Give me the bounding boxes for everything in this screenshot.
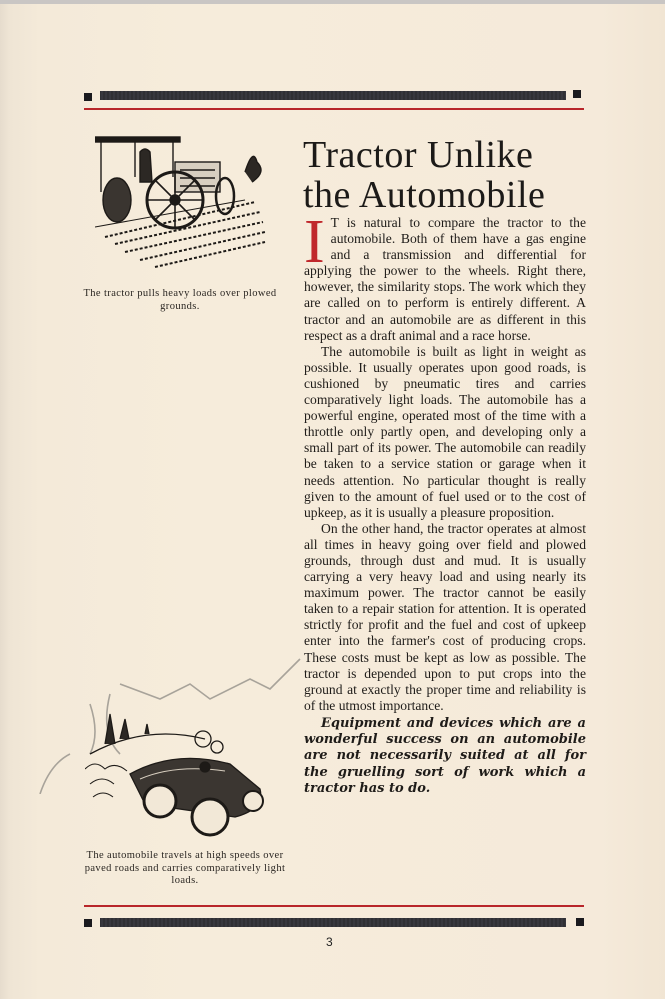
red-rule [84,905,584,907]
title-line-1: Tractor Unlike [303,134,534,176]
paragraph-1-text: T is natural to compare the tractor to the automobile. Both of them have a gas engine and a transmission and differential for applying the power to the wheels. Right there, however, the similarity stops. The work which they are called on to perform is entirely different. A tractor and an automobile are as different in this respect as a draft animal and a race horse. [304,215,586,343]
tractor-plowing-illustration [95,132,275,277]
automobile-racing-illustration [85,709,275,839]
emphasis-paragraph: Equipment and devices which are a wonderful success on an automobile are not necessarily suited at all for the gruelling sort of work which a tractor has to do. [304,715,586,796]
paragraph-1 [304,208,586,344]
book-page [0,4,665,999]
automobile-caption: The automobile travels at high speeds over paved roads and carries comparatively light loads. [84,850,286,886]
article-title [303,135,593,215]
red-rule [84,108,584,110]
rule-bar [100,91,566,100]
drop-cap: I [304,208,325,276]
page-number: 3 [326,935,333,949]
rule-bar [100,918,566,927]
article-body [304,208,586,797]
tractor-caption: The tractor pulls heavy loads over plowed grounds. [83,288,277,312]
paragraph-3: On the other hand, the tractor operates at almost all times in heavy going over field and plowed grounds, through dust and mud. It is usually carrying a very heavy load and using nearly its maximum power. The tractor cannot be easily taken to a repair station for attention. It is operated strictly for profit and the fuel and cost of upkeep enter into the farmer's cost of producing crops. These costs must be kept as low as possible. The tractor is depended upon to put crops into the ground at exactly the proper time and reliability is of the utmost importance. [304,520,586,713]
rule-square-left [84,93,92,101]
rule-square-right [573,90,581,98]
title-line-2: the Automobile [303,174,546,216]
paragraph-2: The automobile is built as light in weight as possible. It usually operates upon good roads, is cushioned by pneumatic tires and carries comparatively light loads. The automobile has a powerful engine, operated most of the time with a throttle only partly open, and developing only a small part of its power. The automobile can readily be taken to a service station or garage when it needs attention. No particular thought is really given to the amount of fuel used or to the cost of upkeep, as it is usually a pleasure proposition. [304,343,586,520]
rule-square-right [576,918,584,926]
rule-square-left [84,919,92,927]
